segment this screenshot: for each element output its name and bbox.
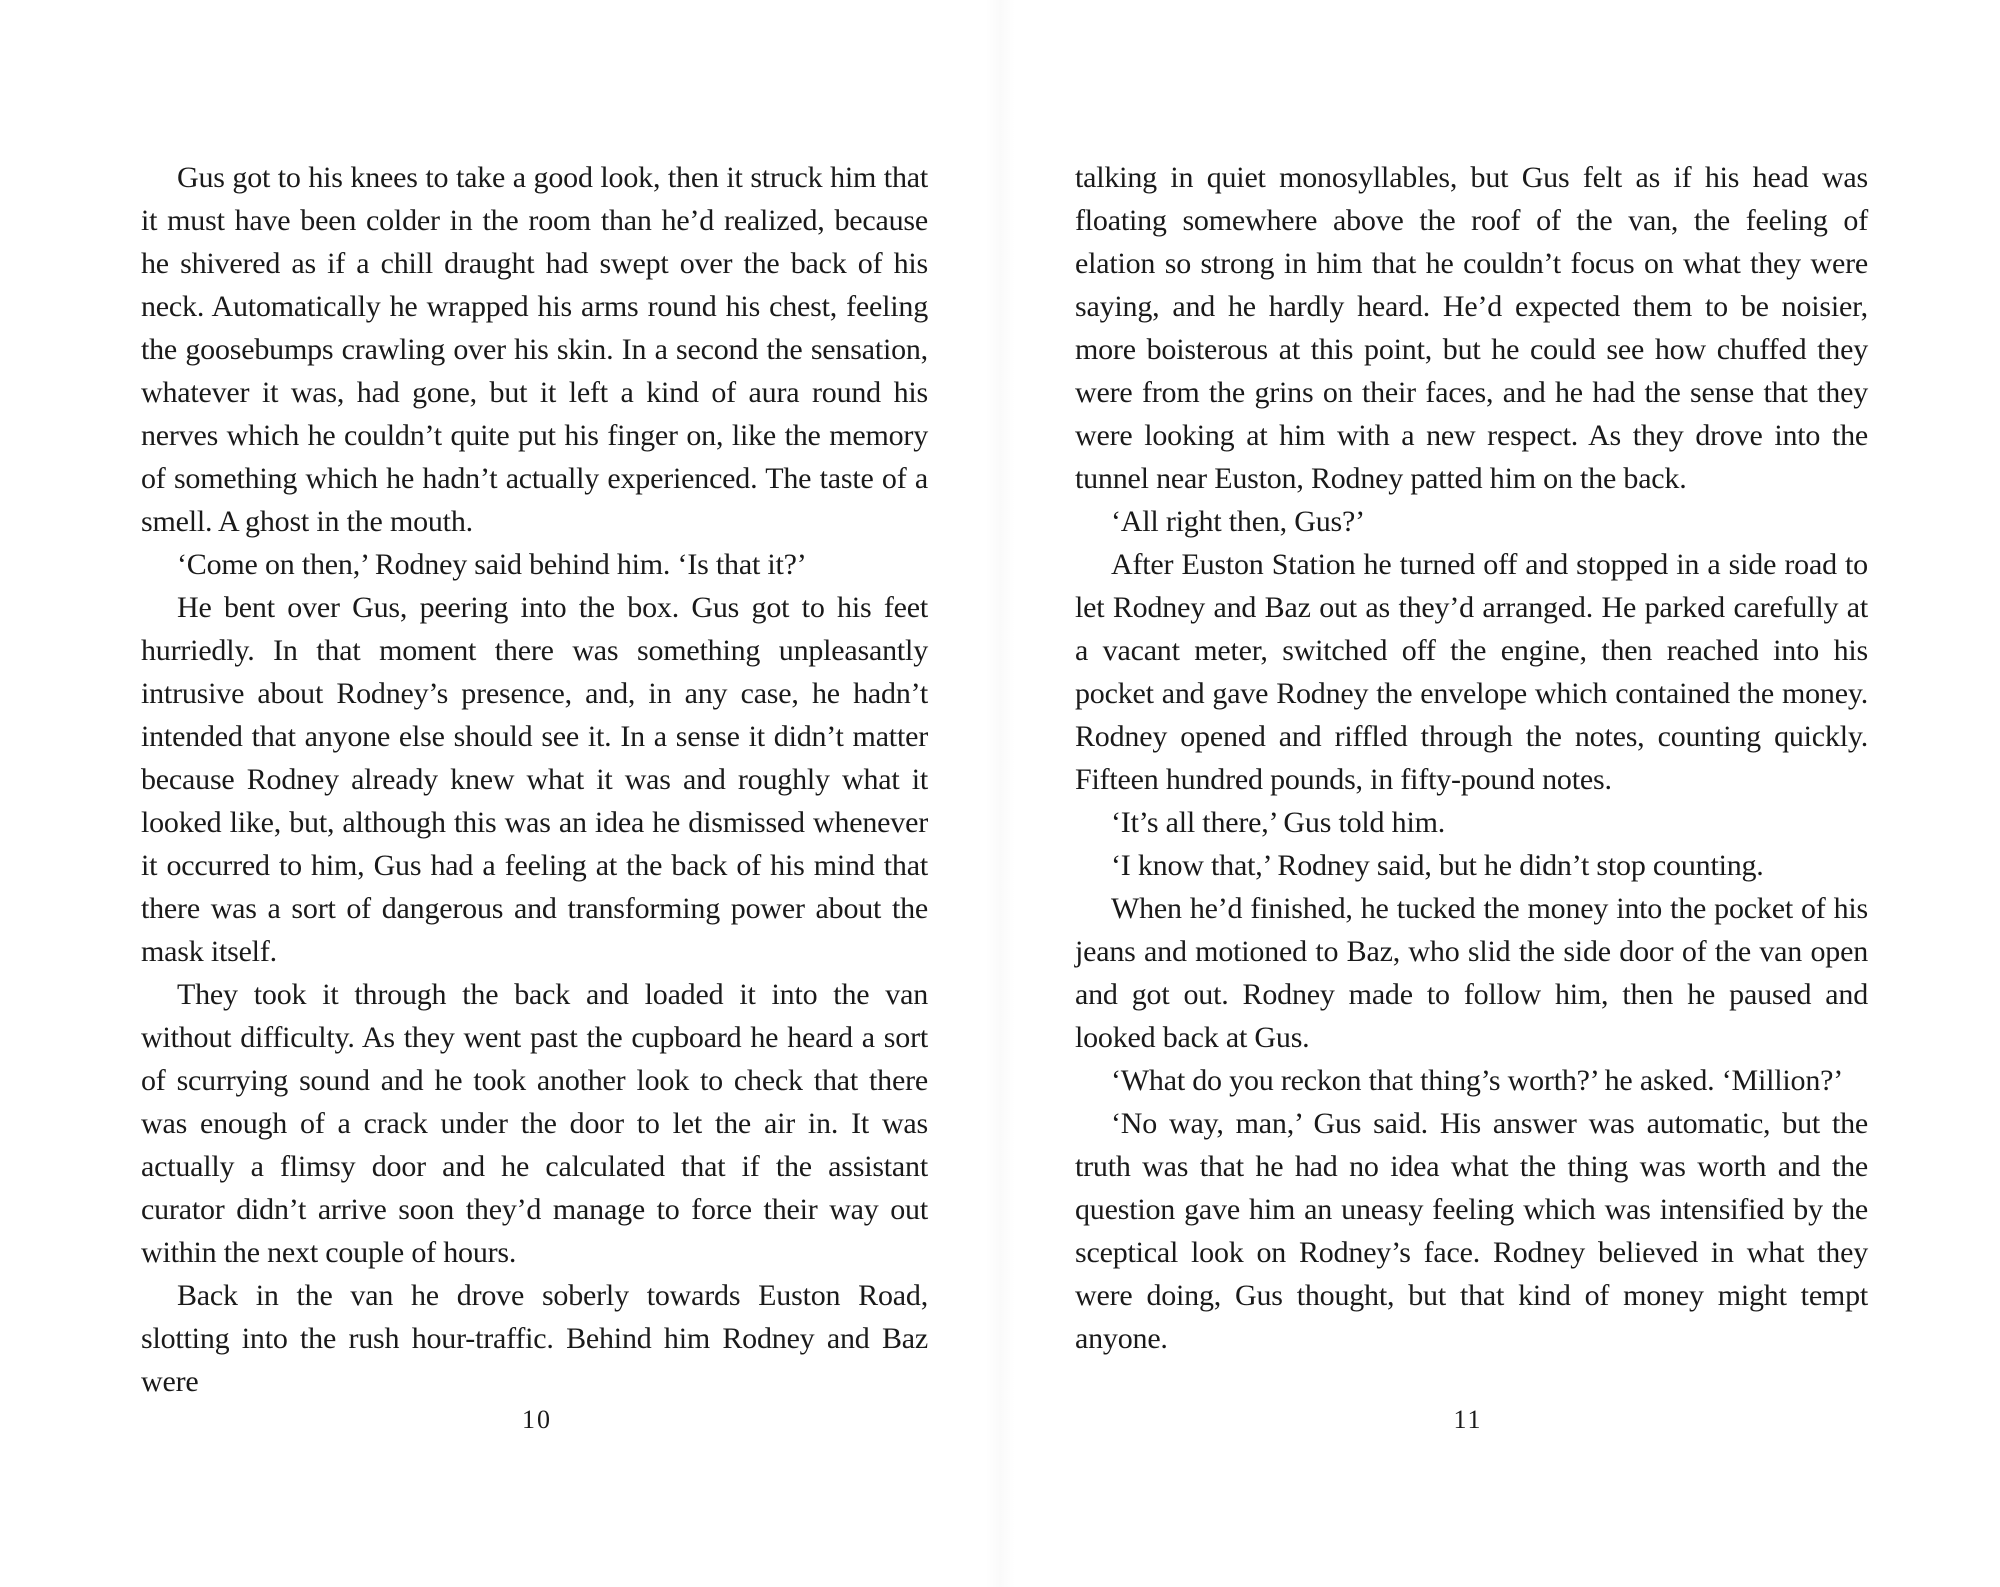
paragraph: ‘No way, man,’ Gus said. His answer was automatic, but the truth was that he had no idea what the thing was worth and the question gave him an uneasy feeling which was intensified by the sceptical look on Rodney’s face. Rodney believed in what they were doing, Gus thought, but that kind of money might tempt anyone.: [1075, 1107, 1868, 1355]
paragraph: ‘I know that,’ Rodney said, but he didn’t stop counting.: [1111, 849, 1764, 882]
paragraph: talking in quiet monosyllables, but Gus felt as if his head was floating somewhere above the roof of the van, the feeling of elation so strong in him that he couldn’t focus on what they were saying, and he hardly heard. He’d expected them to be noisier, more boisterous at this point, but he could see how chuffed they were from the grins on their faces, and he had the sense that they were looking at him with a new respect. As they drove into the tunnel near Euston, Rodney patted him on the back.: [1075, 161, 1868, 495]
paragraph: ‘It’s all there,’ Gus told him.: [1111, 806, 1446, 839]
left-page-text: [141, 156, 928, 1403]
paragraph: ‘All right then, Gus?’: [1111, 505, 1365, 538]
right-page: [1000, 0, 2000, 1587]
paragraph: Gus got to his knees to take a good look, then it struck him that it must have been colder in the room than he’d realized, because he shivered as if a chill draught had swept over the back of his neck. Automatically he wrapped his arms round his chest, feeling the goosebumps crawling over his skin. In a second the sensation, whatever it was, had gone, but it left a kind of aura round his nerves which he couldn’t quite put his finger on, like the memory of something which he hadn’t actually experienced. The taste of a smell. A ghost in the mouth.: [141, 161, 928, 538]
paragraph: ‘What do you reckon that thing’s worth?’ he asked. ‘Million?’: [1111, 1064, 1844, 1097]
paragraph: ‘Come on then,’ Rodney said behind him. ‘Is that it?’: [177, 548, 807, 581]
page-number: 10: [522, 1405, 552, 1434]
paragraph: They took it through the back and loaded it into the van without difficulty. As they went past the cupboard he heard a sort of scurrying sound and he took another look to check that there was enough of a crack under the door to let the air in. It was actually a flimsy door and he calculated that if the assistant curator didn’t arrive soon they’d manage to force their way out within the next couple of hours.: [141, 978, 928, 1269]
paragraph: Back in the van he drove soberly towards Euston Road, slotting into the rush hour-traffic. Behind him Rodney and Baz were: [141, 1279, 928, 1398]
paragraph: He bent over Gus, peering into the box. Gus got to his feet hurriedly. In that moment there was something unpleasantly intrusive about Rodney’s presence, and, in any case, he hadn’t intended that anyone else should see it. In a sense it didn’t matter because Rodney already knew what it was and roughly what it looked like, but, although this was an idea he dismissed whenever it occurred to him, Gus had a feeling at the back of his mind that there was a sort of dangerous and transforming power about the mask itself.: [141, 591, 928, 968]
right-page-text: [1075, 156, 1868, 1360]
paragraph: After Euston Station he turned off and stopped in a side road to let Rodney and Baz out as they’d arranged. He parked carefully at a vacant meter, switched off the engine, then reached into his pocket and gave Rodney the envelope which contained the money. Rodney opened and riffled through the notes, counting quickly. Fifteen hundred pounds, in fifty-pound notes.: [1075, 548, 1868, 796]
paragraph: When he’d finished, he tucked the money into the pocket of his jeans and motioned to Baz, who slid the side door of the van open and got out. Rodney made to follow him, then he paused and looked back at Gus.: [1075, 892, 1868, 1054]
page-number: 11: [1453, 1405, 1483, 1434]
